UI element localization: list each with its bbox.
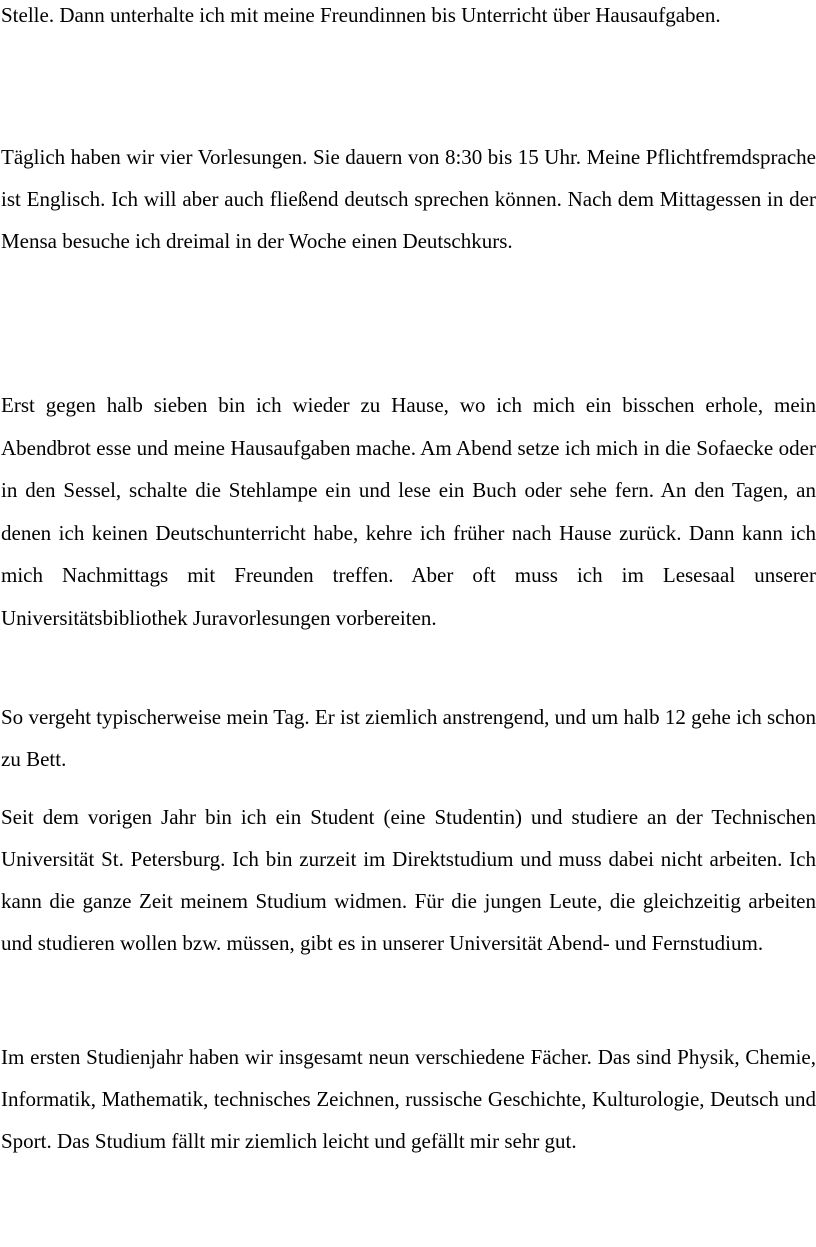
paragraph-vorlesungen: Täglich haben wir vier Vorlesungen. Sie dauern von 8:30 bis 15 Uhr. Meine Pflichtfremdsprache ist Englisch. Ich will aber auch fließend deutsch sprechen können. Nach dem Mittagessen in der Mensa besuche ich dreimal in der Woche einen Deutschkurs. (1, 145, 816, 253)
paragraph-abend: Erst gegen halb sieben bin ich wieder zu Hause, wo ich mich ein bisschen erhole, mein Abendbrot esse und meine Hausaufgaben mache. Am Abend setze ich mich in die Sofaecke oder in den Sessel, schalte die Stehlampe ein und lese ein Buch oder sehe fern. An den Tagen, an denen ich keinen Deutschunterricht habe, kehre ich früher nach Hause zurück. Dann kann ich mich Nachmittags mit Freunden treffen. Aber oft muss ich im Lesesaal unserer Universitätsbibliothek Juravorlesungen vorbereiten. (1, 393, 816, 630)
paragraph-stelle: Stelle. Dann unterhalte ich mit meine Freundinnen bis Unterricht über Hausaufgaben. (1, 3, 721, 27)
paragraph-faecher: Im ersten Studienjahr haben wir insgesamt neun verschiedene Fächer. Das sind Physik, Chemie, Informatik, Mathematik, technisches Zeichnen, russische Geschichte, Kulturologie, Deutsch und Sport. Das Studium fällt mir ziemlich leicht und gefällt mir sehr gut. (1, 1045, 816, 1153)
paragraph-studium: Seit dem vorigen Jahr bin ich ein Student (eine Studentin) und studiere an der Technischen Universität St. Petersburg. Ich bin zurzeit im Direktstudium und muss dabei nicht arbeiten. Ich kann die ganze Zeit meinem Studium widmen. Für die jungen Leute, die gleichzeitig arbeiten und studieren wollen bzw. müssen, gibt es in unserer Universität Abend- und Fernstudium. (1, 805, 816, 955)
paragraph-tag: So vergeht typischerweise mein Tag. Er ist ziemlich anstrengend, und um halb 12 gehe ich schon zu Bett. (1, 705, 816, 771)
